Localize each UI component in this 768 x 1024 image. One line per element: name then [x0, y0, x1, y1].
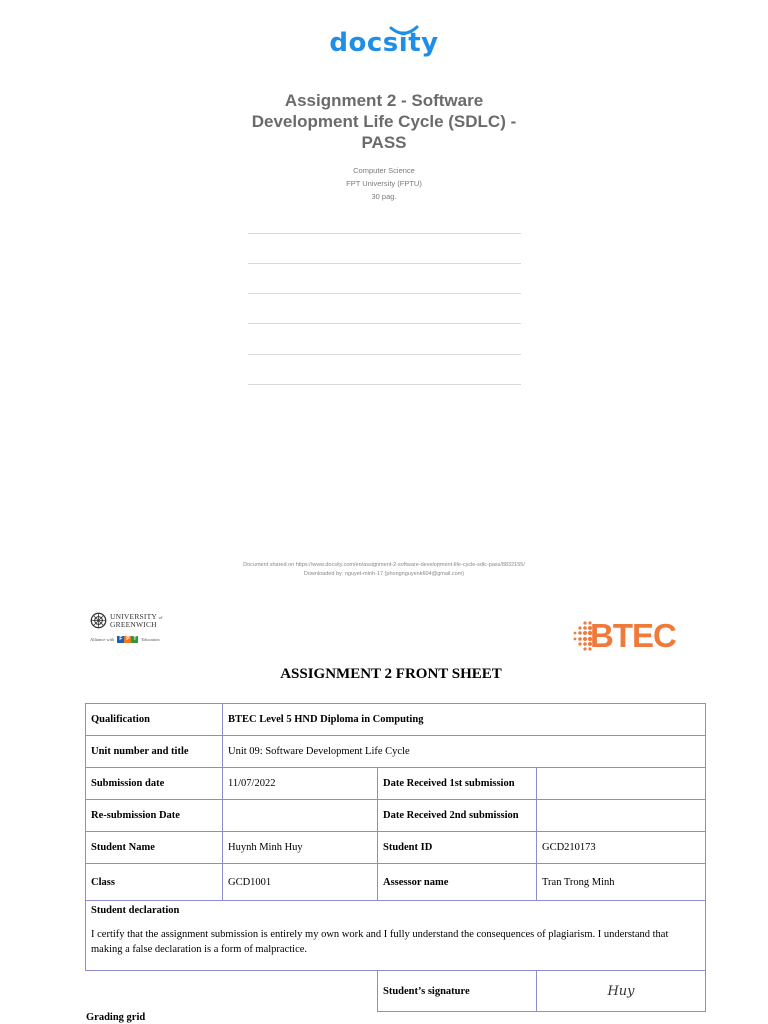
received-second-label: Date Received 2nd submission [378, 800, 537, 832]
table-row [86, 800, 706, 832]
resubmission-date-value [223, 800, 378, 832]
received-first-value [537, 768, 706, 800]
qualification-label: Qualification [86, 704, 223, 736]
empty-cell [86, 971, 378, 1012]
received-second-value [537, 800, 706, 832]
divider [248, 323, 521, 324]
qualification-value: BTEC Level 5 HND Diploma in Computing [223, 704, 706, 736]
table-row [86, 971, 706, 1012]
student-declaration [86, 901, 706, 971]
assessor-value: Tran Trong Minh [537, 864, 706, 901]
docsity-smile-icon [389, 25, 419, 37]
grading-grid-heading: Grading grid [86, 1012, 146, 1023]
docsity-wordmark: docsity [329, 28, 438, 58]
student-id-value: GCD210173 [537, 832, 706, 864]
university-of-greenwich-logo [90, 612, 180, 652]
unit-value: Unit 09: Software Development Life Cycle [223, 736, 706, 768]
btec-logo [572, 614, 688, 658]
received-first-label: Date Received 1st submission [378, 768, 537, 800]
divider [248, 233, 521, 234]
signature-cell [537, 971, 706, 1012]
student-name-value: Huynh Minh Huy [223, 832, 378, 864]
fpt-letter-f: F [119, 636, 123, 642]
front-sheet-table [85, 703, 706, 1012]
table-row [86, 864, 706, 901]
document-page-count: 30 pag. [371, 192, 397, 201]
submission-date-value: 11/07/2022 [223, 768, 378, 800]
document-meta [234, 164, 534, 203]
docsity-logo[interactable] [0, 28, 768, 58]
student-name-label: Student Name [86, 832, 223, 864]
university-of: of [158, 614, 163, 620]
downloaded-by: Downloaded by: nguyet-minh-17 (phongnguyenk604@gmail.com) [303, 571, 465, 577]
alliance-prefix: Alliance with [90, 637, 115, 642]
fpt-letter-t: T [133, 636, 137, 642]
table-row [86, 736, 706, 768]
table-row [86, 704, 706, 736]
document-university[interactable]: FPT University (FPTU) [346, 179, 422, 188]
divider [248, 384, 521, 385]
document-subject[interactable]: Computer Science [353, 166, 415, 175]
student-id-label: Student ID [378, 832, 537, 864]
submission-date-label: Submission date [86, 768, 223, 800]
university-crest-icon [90, 612, 107, 629]
table-row [86, 832, 706, 864]
table-row [86, 768, 706, 800]
table-row [86, 901, 706, 971]
university-name-line1: UNIVERSITY [110, 611, 157, 621]
fpt-logo [117, 636, 138, 643]
class-value: GCD1001 [223, 864, 378, 901]
unit-label: Unit number and title [86, 736, 223, 768]
divider [248, 354, 521, 355]
front-sheet-title: ASSIGNMENT 2 FRONT SHEET [280, 666, 502, 682]
alliance-suffix: Education [141, 637, 160, 642]
fpt-letter-p: P [126, 636, 130, 642]
shared-url[interactable]: Document shared on https://www.docsity.com/en/assignment-2-software-development-life-cycle-sdlc-pass/8832155/ [243, 562, 525, 568]
student-signature: Huy [607, 983, 635, 999]
class-label: Class [86, 864, 223, 901]
document-title: Assignment 2 - Software Development Life Cycle (SDLC) - PASS [251, 91, 517, 152]
divider [248, 293, 521, 294]
btec-wordmark: BTEC [590, 617, 676, 654]
download-footer [0, 561, 768, 579]
university-name-line2: GREENWICH [110, 620, 157, 629]
signature-label: Student’s signature [378, 971, 537, 1012]
divider [248, 263, 521, 264]
declaration-text: I certify that the assignment submission is entirely my own work and I fully understand the consequences of plagiarism. I understand that making a false declaration is a form of malpractice. [91, 929, 669, 955]
declaration-heading: Student declaration [91, 905, 180, 916]
resubmission-date-label: Re-submission Date [86, 800, 223, 832]
assessor-label: Assessor name [378, 864, 537, 901]
